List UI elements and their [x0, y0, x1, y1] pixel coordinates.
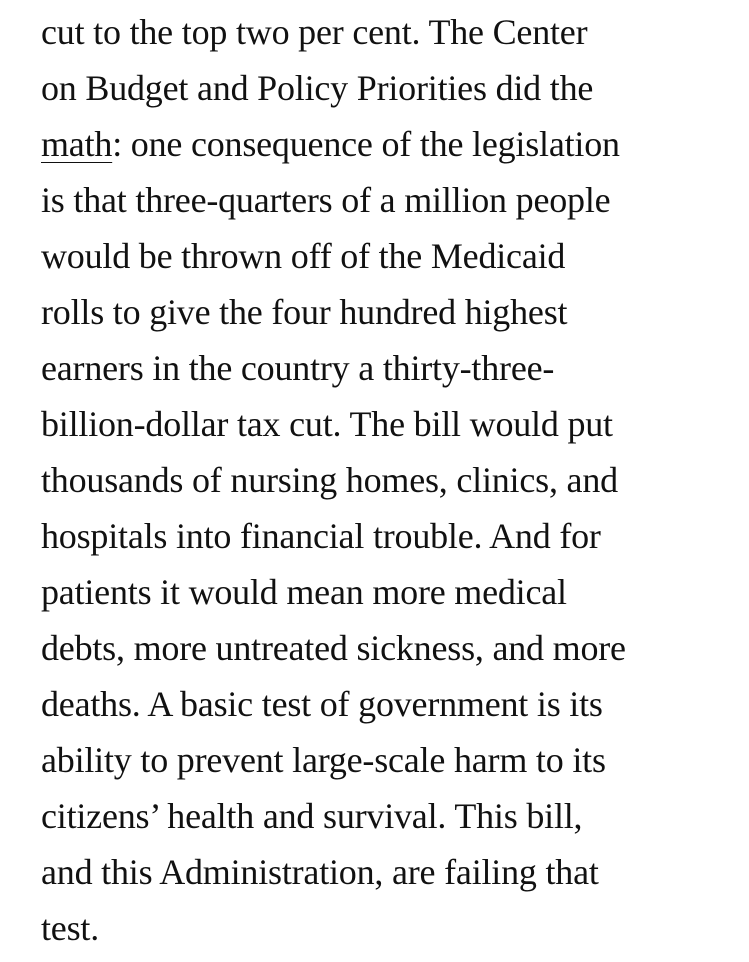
paragraph-line: rolls to give the four hundred highest: [41, 292, 568, 332]
paragraph-line: would be thrown off of the Medicaid: [41, 236, 566, 276]
paragraph-line: and this Administration, are failing that: [41, 852, 599, 892]
paragraph-line: billion-dollar tax cut. The bill would put: [41, 404, 613, 444]
paragraph-line: is that three-quarters of a million people: [41, 180, 611, 220]
paragraph-line: on Budget and Policy Priorities did the: [41, 68, 594, 108]
paragraph-line: citizens’ health and survival. This bill,: [41, 796, 583, 836]
paragraph-line: earners in the country a thirty-three-: [41, 348, 555, 388]
paragraph-line: thousands of nursing homes, clinics, and: [41, 460, 618, 500]
paragraph-line: hospitals into financial trouble. And for: [41, 516, 601, 556]
paragraph-line: patients it would mean more medical: [41, 572, 567, 612]
paragraph-line: deaths. A basic test of government is its: [41, 684, 603, 724]
paragraph-line: ability to prevent large-scale harm to its: [41, 740, 606, 780]
paragraph-line-with-link: [41, 122, 620, 166]
paragraph-line: cut to the top two per cent. The Center: [41, 12, 588, 52]
paragraph-line: debts, more untreated sickness, and more: [41, 628, 626, 668]
paragraph-line: test.: [41, 908, 99, 948]
math-link[interactable]: math: [41, 124, 113, 164]
paragraph-line-text: : one consequence of the legislation: [112, 124, 620, 164]
